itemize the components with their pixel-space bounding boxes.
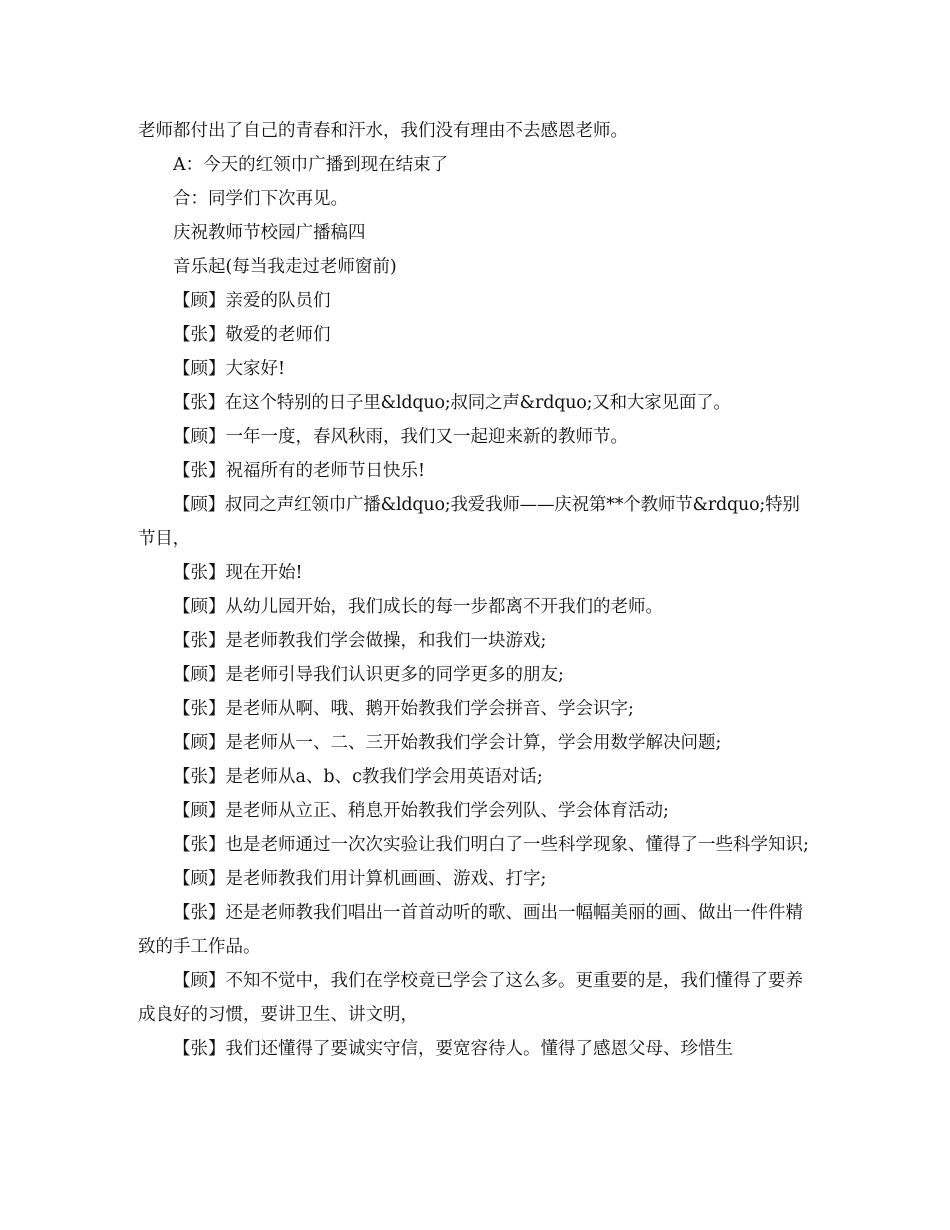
- dialogue-line: 【顾】是老师教我们用计算机画画、游戏、打字;: [173, 869, 547, 889]
- dialogue-line: 【张】还是老师教我们唱出一首首动听的歌、画出一幅幅美丽的画、做出一件件精致的手工作品。: [138, 903, 803, 957]
- dialogue-line: 【顾】是老师从一、二、三开始教我们学会计算，学会用数学解决问题;: [173, 733, 722, 753]
- paragraph: 老师都付出了自己的青春和汗水，我们没有理由不去感恩老师。: [138, 121, 628, 141]
- dialogue-line: 【顾】大家好!: [173, 359, 286, 379]
- dialogue-line: 【张】在这个特别的日子里&ldquo;叔同之声&rdquo;又和大家见面了。: [173, 393, 731, 413]
- dialogue-line: 【顾】是老师从立正、稍息开始教我们学会列队、学会体育活动;: [173, 801, 669, 821]
- dialogue-line: 【顾】是老师引导我们认识更多的同学更多的朋友;: [173, 665, 564, 685]
- paragraph: 合：同学们下次再见。: [173, 189, 348, 209]
- section-title: 庆祝教师节校园广播稿四: [173, 223, 366, 243]
- paragraph: 音乐起(每当我走过老师窗前): [173, 257, 397, 277]
- dialogue-line: 【张】现在开始!: [173, 563, 303, 583]
- dialogue-line: 【张】是老师教我们学会做操，和我们一块游戏;: [173, 631, 547, 651]
- dialogue-line: 【张】敬爱的老师们: [173, 325, 331, 345]
- dialogue-line: 【顾】从幼儿园开始，我们成长的每一步都离不开我们的老师。: [173, 597, 663, 617]
- dialogue-line: 【顾】不知不觉中，我们在学校竟已学会了这么多。更重要的是，我们懂得了要养成良好的习惯，要讲卫生、讲文明，: [138, 971, 803, 1025]
- dialogue-line: 【顾】亲爱的队员们: [173, 291, 331, 311]
- dialogue-line: 【张】祝福所有的老师节日快乐!: [173, 461, 426, 481]
- dialogue-line: 【张】是老师从啊、哦、鹅开始教我们学会拼音、学会识字;: [173, 699, 634, 719]
- document-body: [138, 114, 814, 1066]
- dialogue-line: 【张】是老师从a、b、c教我们学会用英语对话;: [173, 767, 543, 787]
- dialogue-line: 【顾】一年一度，春风秋雨，我们又一起迎来新的教师节。: [173, 427, 628, 447]
- paragraph: A：今天的红领巾广播到现在结束了: [173, 155, 449, 175]
- dialogue-line: 【顾】叔同之声红领巾广播&ldquo;我爱我师——庆祝第**个教师节&rdquo;特别节目，: [138, 495, 800, 549]
- dialogue-line: 【张】我们还懂得了要诚实守信，要宽容待人。懂得了感恩父母、珍惜生: [173, 1039, 733, 1059]
- dialogue-line: 【张】也是老师通过一次次实验让我们明白了一些科学现象、懂得了一些科学知识;: [173, 835, 809, 855]
